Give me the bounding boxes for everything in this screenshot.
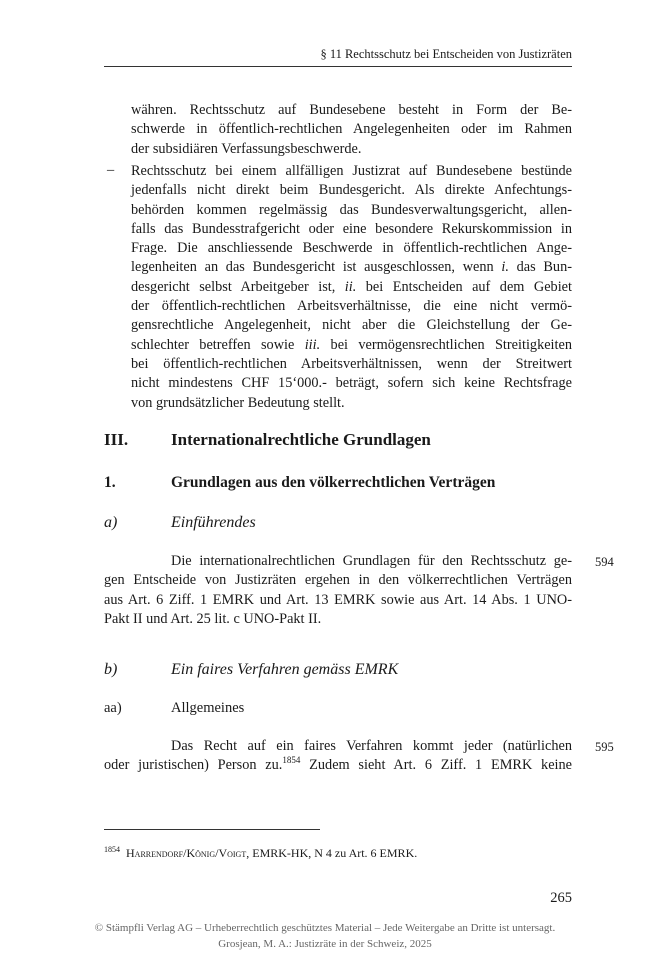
text-line: bei öffentlich-rechtlichen Arbeitsverhältnissen, wenn der Streitwert (131, 355, 572, 372)
italic-enum: ii. (344, 278, 357, 295)
italic-enum: iii. (304, 336, 321, 353)
subsubsection-title: Ein faires Verfahren gemäss EMRK (171, 661, 399, 678)
text-segment: bei Entscheiden auf dem Gebiet (356, 278, 572, 295)
text-line: behörden kommen regelmässig das Bundesverwaltungsgericht, allen- (131, 201, 572, 218)
text-line: Frage. Die anschliessende Beschwerde in öffentlich-rechtlichen Ange- (131, 240, 572, 257)
footnote-divider (104, 829, 320, 830)
page-number: 265 (550, 890, 572, 906)
text-line (104, 756, 572, 775)
subsubsection-number: a) (104, 514, 118, 531)
footnote (104, 845, 417, 861)
text-line (131, 258, 572, 277)
text-line: falls das Bundesstrafgericht oder eine besondere Rekurskommission in (131, 220, 572, 237)
text-segment: bei vermögensrechtlichen Streitigkeiten (320, 336, 572, 353)
text-line: jedenfalls nicht direkt beim Bundesgericht. Als direkte Anfechtungs- (131, 182, 572, 199)
list-dash: – (107, 162, 115, 178)
footnote-text: , EMRK-HK, N 4 zu Art. 6 EMRK. (246, 846, 418, 860)
subsection-number: 1. (104, 474, 116, 491)
text-line: schwerde in öffentlich-rechtlichen Angelegenheiten oder im Rahmen (131, 121, 572, 138)
text-segment: schlechter betreffen sowie (131, 336, 305, 353)
text-line: gensrechtliche Angelegenheit, nicht aber die Gleichstellung der Ge- (131, 317, 572, 334)
footnote-authors: Harrendorf/König/Voigt (126, 846, 247, 860)
paragraph-continuation (131, 101, 572, 159)
text-line (131, 336, 572, 355)
list-item-paragraph (131, 162, 572, 413)
text-line: nicht mindestens CHF 15‘000.- beträgt, sofern sich keine Rechtsfrage (131, 375, 572, 392)
italic-enum: i. (501, 259, 509, 276)
subsubsection-number: b) (104, 661, 118, 678)
text-line: der öffentlich-rechtlichen Arbeitsverhältnisse, die eine nicht vermö- (131, 298, 572, 315)
footnote-number: 1854 (104, 845, 120, 854)
text-line: gen Entscheide von Justizräten ergehen in den völkerrechtlichen Verträgen (104, 572, 572, 589)
text-segment: das Bun- (508, 259, 572, 276)
subsubsection-title: Einführendes (171, 514, 256, 531)
text-line (131, 278, 572, 297)
paragraph-595 (104, 737, 572, 776)
subsubsubsection-number: aa) (104, 700, 122, 716)
text-line: Das Recht auf ein faires Verfahren kommt jeder (natürlichen (171, 738, 572, 754)
text-line: Die internationalrechtlichen Grundlagen für den Rechtsschutz ge- (171, 553, 572, 569)
text-line: Pakt II und Art. 25 lit. c UNO-Pakt II. (104, 610, 322, 627)
subsection-title: Grundlagen aus den völkerrechtlichen Verträgen (171, 474, 496, 491)
section-title: Internationalrechtliche Grundlagen (171, 430, 431, 449)
text-line: Rechtsschutz bei einem allfälligen Justizrat auf Bundesebene bestünde (131, 163, 572, 179)
text-line: aus Art. 6 Ziff. 1 EMRK und Art. 13 EMRK sowie aus Art. 14 Abs. 1 UNO- (104, 591, 572, 608)
text-line: von grundsätzlicher Bedeutung stellt. (131, 394, 345, 411)
section-number: III. (104, 430, 129, 449)
text-segment: desgericht selbst Arbeitgeber ist, (131, 278, 345, 295)
citation-line: Grosjean, M. A.: Justizräte in der Schweiz, 2025 (218, 938, 432, 950)
subsubsubsection-title: Allgemeines (171, 700, 245, 716)
running-head: § 11 Rechtsschutz bei Entscheiden von Justizräten (104, 47, 572, 67)
footnote-reference[interactable]: 1854 (282, 755, 301, 766)
margin-number: 594 (595, 555, 614, 569)
text-segment: legenheiten an das Bundesgericht ist ausgeschlossen, wenn (131, 259, 502, 276)
text-segment: oder juristischen) Person zu. (104, 757, 283, 774)
copyright-line: © Stämpfli Verlag AG – Urheberrechtlich geschütztes Material – Jede Weitergabe an Dritte ist untersagt. (94, 922, 556, 934)
text-line: währen. Rechtsschutz auf Bundesebene besteht in Form der Be- (131, 102, 572, 118)
text-line: der subsidiären Verfassungsbeschwerde. (131, 140, 362, 157)
margin-number: 595 (595, 740, 614, 754)
paragraph-594 (104, 552, 572, 629)
text-segment: Zudem sieht Art. 6 Ziff. 1 EMRK keine (300, 757, 573, 774)
